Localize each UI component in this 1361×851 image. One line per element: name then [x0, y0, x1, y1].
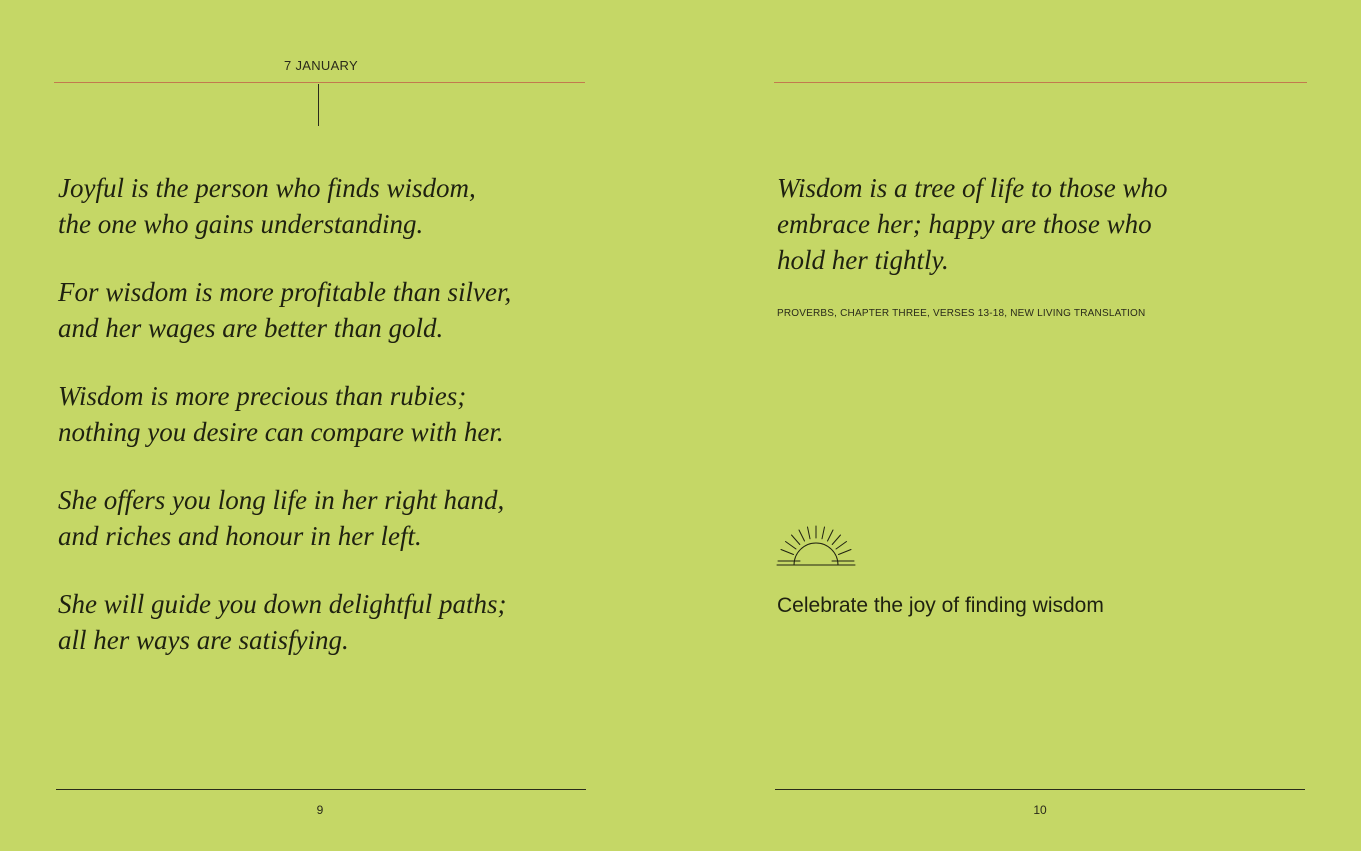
page-number-left: 9	[316, 803, 324, 817]
page-number-right: 10	[1033, 803, 1047, 817]
stanza-3	[58, 378, 658, 450]
footer-rule-right	[775, 789, 1305, 790]
verse-line: the one who gains understanding.	[58, 209, 424, 239]
rising-sun-icon	[776, 524, 856, 570]
stanza-2	[58, 274, 658, 346]
stanza-5	[58, 586, 658, 658]
header-rule-right	[774, 82, 1307, 83]
stanza-4	[58, 482, 658, 554]
quote-line: Wisdom is a tree of life to those who	[777, 173, 1168, 203]
quote-line: embrace her; happy are those who	[777, 209, 1152, 239]
verse-line: She offers you long life in her right hand,	[58, 485, 505, 515]
verse-line: nothing you desire can compare with her.	[58, 417, 504, 447]
verse-line: She will guide you down delightful paths;	[58, 589, 507, 619]
verse-line: all her ways are satisfying.	[58, 625, 349, 655]
tagline: Celebrate the joy of finding wisdom	[777, 594, 1104, 617]
header-rule-left	[54, 82, 585, 83]
verse-line: Joyful is the person who finds wisdom,	[58, 173, 476, 203]
footer-rule-left	[56, 789, 586, 790]
right-page	[680, 0, 1361, 851]
left-page	[0, 0, 680, 851]
verse-line: and her wages are better than gold.	[58, 313, 444, 343]
verse-line: and riches and honour in her left.	[58, 521, 422, 551]
wisdom-quote	[777, 170, 1337, 278]
verse-block	[58, 170, 658, 690]
verse-line: Wisdom is more precious than rubies;	[58, 381, 467, 411]
header-tick-mark	[318, 84, 319, 126]
scripture-citation: PROVERBS, CHAPTER THREE, VERSES 13-18, NEW LIVING TRANSLATION	[777, 308, 1146, 319]
date-header: 7 JANUARY	[284, 58, 358, 73]
quote-line: hold her tightly.	[777, 245, 949, 275]
verse-line: For wisdom is more profitable than silver,	[58, 277, 512, 307]
stanza-1	[58, 170, 658, 242]
